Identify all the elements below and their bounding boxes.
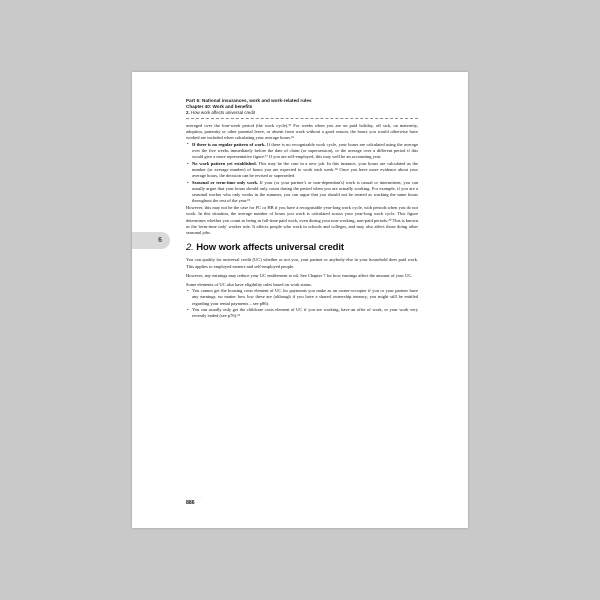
header-divider xyxy=(186,118,418,119)
document-page xyxy=(132,72,468,528)
running-header xyxy=(186,98,418,116)
top-paragraph: averaged over the four-week period (the work cycle).¹⁵ For weeks when you are on paid holiday, off sick, on maternity, adoption, paternity or other parental leave, or absent from work without a good reason, the hours you would otherwise have worked are included when calculating your average hours.¹⁶ xyxy=(186,123,418,141)
header-section xyxy=(186,110,418,116)
list-item: • You can usually only get the childcare costs element of UC if you are working, have an offer of work, or your work very recently ended (see p76).²¹ xyxy=(186,307,418,319)
section-heading-number: 2. xyxy=(186,242,194,254)
closing-paragraph: However, this may not be the case for FC or HB if you have a recognisable year-long work cycle, with periods when you do not work. In this situation, the average number of hours you work is calculated across your year-long work cycle. This figure determines whether you count as being in full-time paid work, even during your non-working, non-paid periods.²⁰ This is known as the 'term-time only' worker rule. It affects people who work in schools and colleges, and may also affect those doing other seasonal jobs. xyxy=(186,205,418,235)
chapter-tab-number: 6 xyxy=(158,236,162,244)
page-number: 886 xyxy=(186,500,195,506)
header-chapter: Chapter 40: Work and benefits xyxy=(186,104,253,109)
uc-elements-bullet-list xyxy=(186,288,418,320)
list-item: • You cannot get the housing costs element of UC for payments you make as an owner-occupier if you or your partner have any earnings, no matter how low these are (although if you have a shared ownership tenancy, you might still be entitled regarding your rental payments – see p86). xyxy=(186,288,418,307)
section2-paragraph-1: You can qualify for universal credit (UC) whether or not you, your partner or anybody else in your household does paid work. This applies to employed earners and self-employed people. xyxy=(186,257,418,269)
bullet-lead: No work pattern yet established. xyxy=(192,160,257,166)
section-heading xyxy=(186,242,418,254)
footer-dots: . . . . xyxy=(186,494,203,499)
list-item xyxy=(186,161,418,180)
header-section-title: How work affects universal credit xyxy=(190,110,256,115)
bullet-text: If there is no recognisable work cycle, your hours are calculated using the average over the five weeks immediately before the date of claim (or supersession), or the average over a different period if this would give a more representative figure.¹⁷ If you are self-employed, this may well be an accounting year. xyxy=(192,141,419,160)
bullet-lead: If there is no regular pattern of work. xyxy=(192,141,266,147)
list-item xyxy=(186,180,418,205)
bullet-text: If your (or your partner's or non-dependant's) work is casual or intermittent, you can usually argue that your hours should only count during the period when you are actually working. For example, if you are a seasonal worker who only works in the summer, you can argue that you should not be treated as working the same hours throughout the rest of the year.¹⁹ xyxy=(192,179,418,204)
page-footer xyxy=(186,495,418,506)
body-column xyxy=(186,123,418,320)
section2-paragraph-2: However, any earnings may reduce your UC entitlement to nil. See Chapter 7 for how earnings affect the amount of your UC. xyxy=(186,272,413,278)
page-content xyxy=(186,98,418,498)
header-part: Part 6: National insurances, work and work-related rules xyxy=(186,98,312,103)
chapter-tab-marker xyxy=(132,232,170,249)
section2-paragraph-3: Some elements of UC also have eligibility rules based on work status. xyxy=(186,281,312,287)
bullet-lead: Seasonal or term-time only work. xyxy=(192,179,259,185)
bullet-text: This may be the case in a new job. In this instance, your hours are calculated as the number (or average number) of hours you are expected to work each week.¹⁸ Once you have more evidence about your average hours, the decision can be revised or superseded. xyxy=(192,160,419,179)
header-section-number: 2. xyxy=(186,110,190,115)
section-heading-title: How work affects universal credit xyxy=(196,242,344,254)
work-pattern-bullet-list xyxy=(186,142,418,205)
list-item xyxy=(186,142,418,161)
